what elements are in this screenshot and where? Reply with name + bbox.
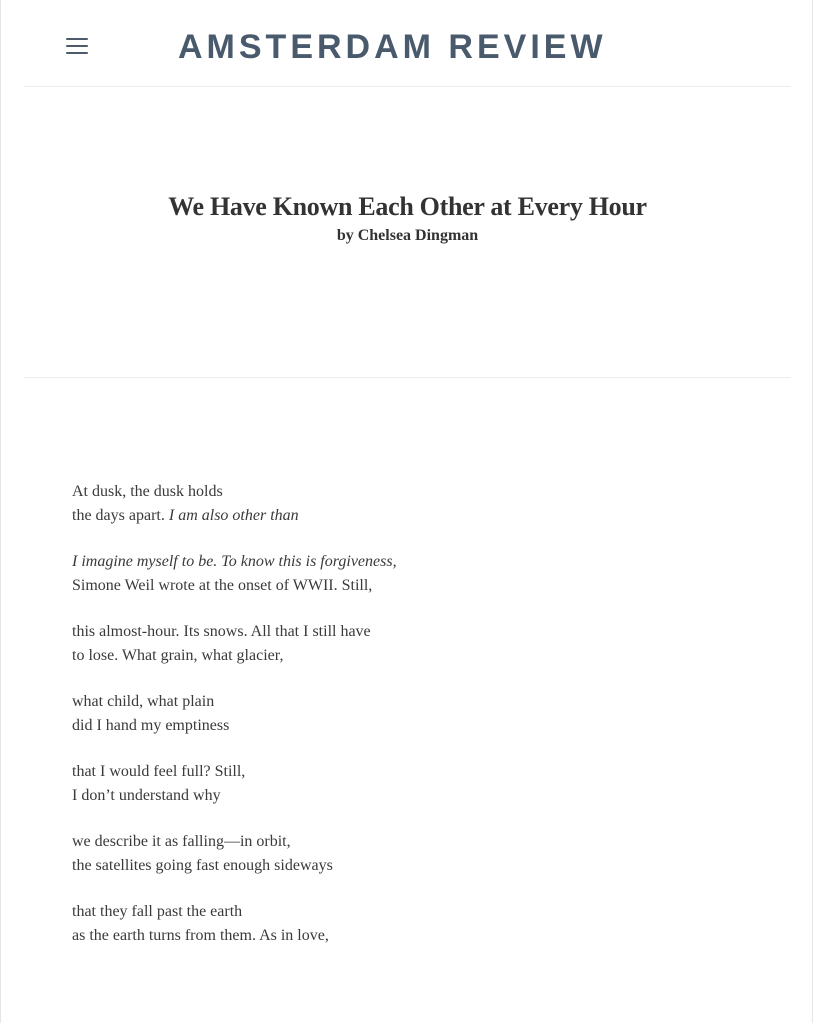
poem-line-text: the days apart. [72, 506, 169, 524]
site-header [0, 0, 815, 88]
byline: by Chelsea Dingman [336, 227, 479, 244]
poem-line [72, 924, 752, 948]
poem-line [72, 760, 752, 784]
site-title[interactable]: AMSTERDAM REVIEW [178, 28, 607, 66]
poem-line-text: what child, what plain [72, 693, 215, 710]
poem-line [72, 480, 752, 504]
poem-line [72, 900, 752, 924]
poem-line-text: the satellites going fast enough sideways [72, 856, 333, 874]
title-divider [24, 377, 791, 378]
poem-title: We Have Known Each Other at Every Hour [168, 192, 647, 221]
hamburger-menu-icon[interactable] [66, 38, 88, 55]
article-header [0, 190, 815, 248]
poem-body [72, 480, 752, 970]
poem-stanza [72, 550, 752, 597]
poem-stanza [72, 480, 752, 527]
poem-stanza [72, 830, 752, 877]
poem-line [72, 504, 752, 528]
poem-line-text: At dusk, the dusk holds [72, 483, 223, 500]
poem-line-italic-text: I am also other than [168, 506, 299, 524]
poem-line [72, 854, 752, 878]
poem-stanza [72, 760, 752, 807]
poem-stanza [72, 690, 752, 737]
poem-stanza [72, 900, 752, 947]
poem-line-text: that they fall past the earth [72, 903, 243, 920]
poem-line-text: as the earth turns from them. As in love, [72, 926, 329, 944]
poem-stanza [72, 620, 752, 667]
poem-line-italic-text: I imagine myself to be. To know this is forgiveness, [72, 553, 397, 570]
poem-line-text: I don’t understand why [72, 786, 221, 804]
poem-line-text: this almost-hour. Its snows. All that I still have [72, 623, 371, 640]
poem-line [72, 830, 752, 854]
poem-line [72, 690, 752, 714]
poem-line-text: to lose. What grain, what glacier, [72, 646, 284, 664]
poem-line-text: did I hand my emptiness [72, 716, 230, 734]
poem-line [72, 644, 752, 668]
poem-line [72, 784, 752, 808]
header-divider [24, 86, 791, 87]
poem-line-text: Simone Weil wrote at the onset of WWII. Still, [72, 576, 373, 594]
poem-line [72, 574, 752, 598]
poem-line-text: that I would feel full? Still, [72, 763, 246, 780]
poem-line [72, 714, 752, 738]
poem-line-text: we describe it as falling—in orbit, [72, 833, 291, 850]
poem-line [72, 620, 752, 644]
poem-line [72, 550, 752, 574]
